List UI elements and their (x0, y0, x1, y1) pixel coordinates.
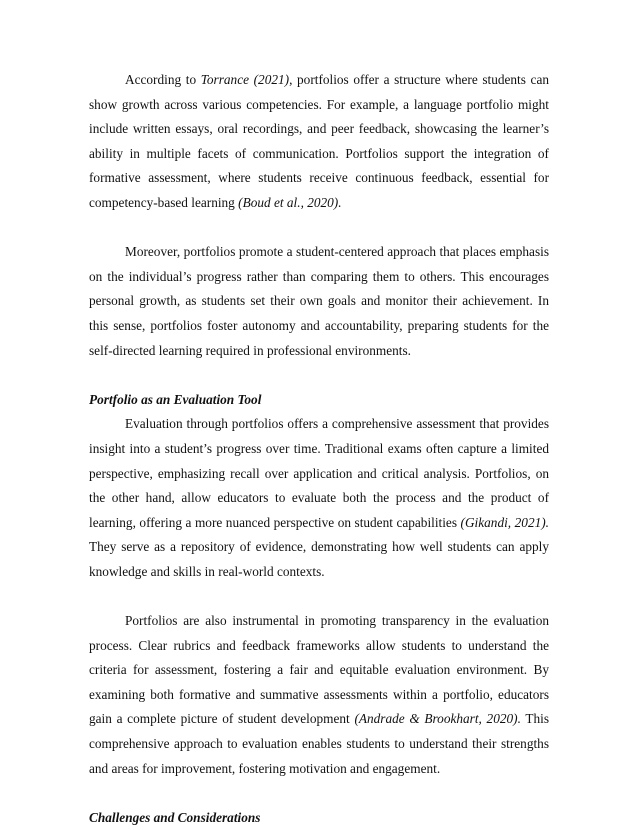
paragraph-text: This comprehensive approach to evaluation enables students to understand their strengths and areas for improvement, fostering motivation and engagement. (89, 711, 549, 776)
paragraph-text: Evaluation through portfolios offers a comprehensive assessment that provides insight into a student’s progress over time. Traditional exams often capture a limited perspective, emphasizing recall over application and critical analysis. Portfolios, on the other hand, allow educators to evaluate both the process and the product of learning, offering a more nuanced perspective on student capabilities (89, 416, 549, 530)
paragraph-student-centered: Moreover, portfolios promote a student-centered approach that places emphasis on the individual’s progress rather than comparing them to others. This encourages personal growth, as students set their own goals and monitor their achievement. In this sense, portfolios foster autonomy and accountability, preparing students for the self-directed learning required in professional environments. (89, 244, 549, 358)
paragraph-text: According to (125, 72, 201, 87)
paragraph-spacer (89, 216, 549, 241)
paragraph-spacer (89, 584, 549, 609)
paragraph-transparency (89, 609, 549, 781)
paragraph-portfolio-structure (89, 68, 549, 216)
citation-andrade-brookhart: (Andrade & Brookhart, 2020). (354, 711, 521, 727)
section-heading-challenges: Challenges and Considerations (89, 809, 261, 825)
paragraph-evaluation (89, 412, 549, 584)
paragraph-spacer (89, 781, 549, 806)
citation-boud: (Boud et al., 2020). (238, 194, 342, 210)
citation-gikandi: (Gikandi, 2021). (460, 514, 549, 530)
paragraph-text: They serve as a repository of evidence, demonstrating how well students can apply knowledge and skills in real-world contexts. (89, 539, 549, 579)
section-heading-evaluation-tool: Portfolio as an Evaluation Tool (89, 391, 262, 407)
paragraph-spacer (89, 363, 549, 388)
paragraph-text: , portfolios offer a structure where students can show growth across various competencies. For example, a language portfolio might include written essays, oral recordings, and peer feedback, showcasing the learner’s ability in multiple facets of communication. Portfolios support the integration of formative assessment, where students receive continuous feedback, essential for competency-based learning (89, 72, 550, 210)
citation-torrance: Torrance (2021) (200, 72, 290, 87)
paragraph-text: Portfolios are also instrumental in promoting transparency in the evaluation process. Clear rubrics and feedback frameworks allow students to understand the criteria for assessment, fostering a fair and equitable evaluation environment. By examining both formative and summative assessments within a portfolio, educators gain a complete picture of student development (89, 613, 549, 727)
